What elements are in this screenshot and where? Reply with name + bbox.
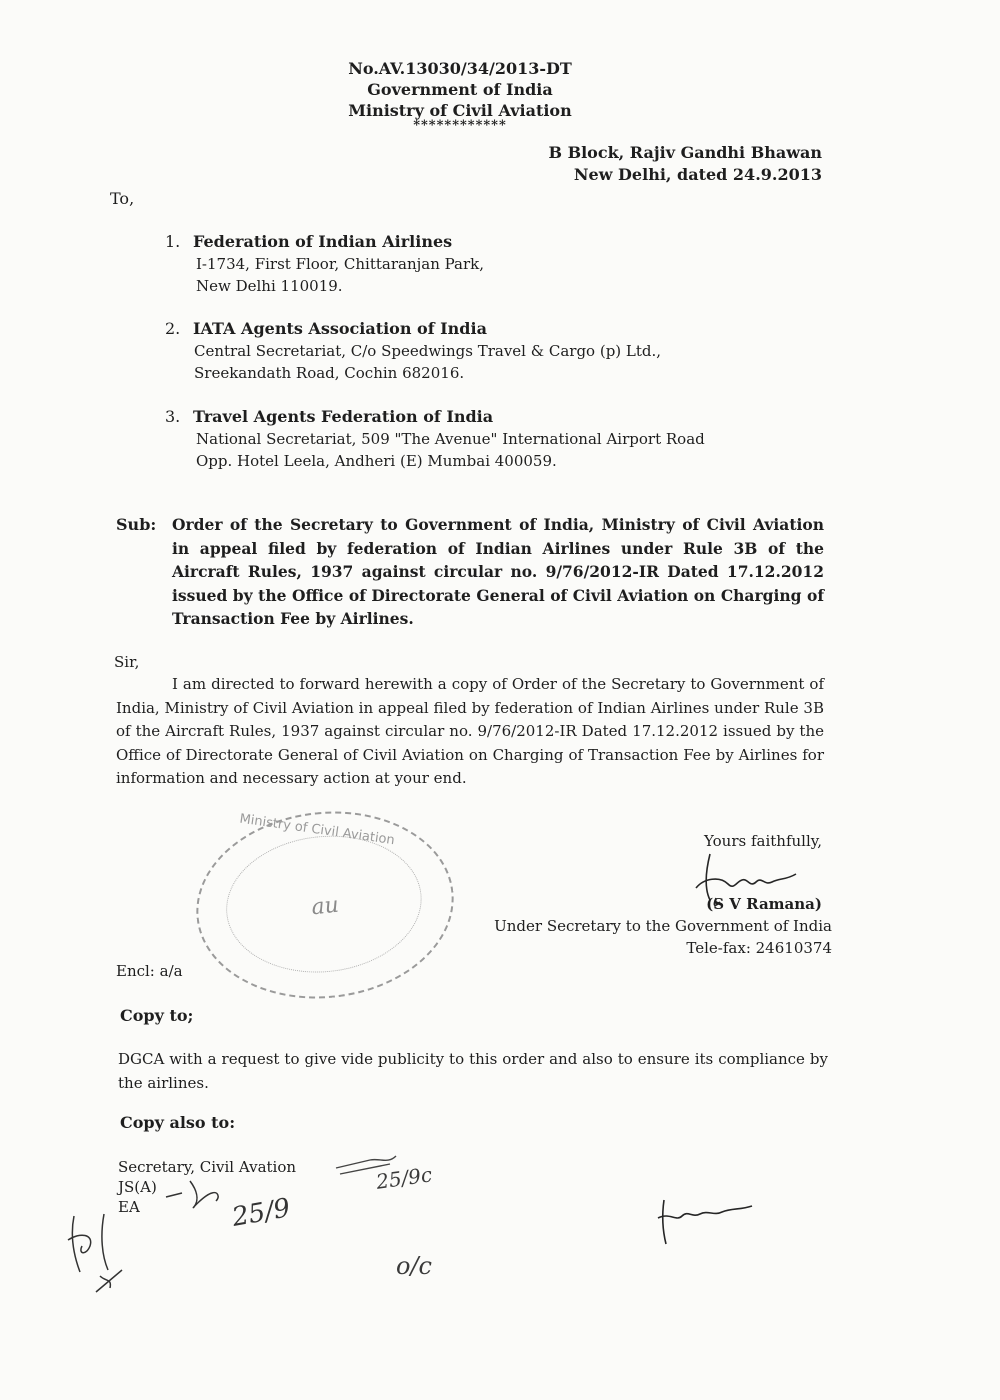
handwritten-date-2: 25/9c — [374, 1162, 434, 1194]
subject-text: Order of the Secretary to Government of India, Ministry of Civil Aviation in appeal filed by federation of Indian Airlines under Rule 3B of the Aircraft Rules, 1937 against circular no. 9/76/2012-IR Dated 17.12.2012 issued by the Office of Directorate General of Civil Aviation on Charging of Transaction Fee by Airlines. — [172, 515, 824, 628]
recipient-number: 1. — [165, 232, 181, 251]
recipient-address-line: New Delhi 110019. — [196, 277, 343, 295]
signatory-telefax: Tele-fax: 24610374 — [686, 939, 832, 957]
to-label: To, — [110, 189, 135, 208]
reference-number: No.AV.13030/34/2013-DT — [348, 59, 572, 78]
recipient-address-line: I-1734, First Floor, Chittaranjan Park, — [196, 255, 485, 273]
copy-to-text: DGCA with a request to give vide publicity to this order and also to ensure its compliance by the airlines. — [118, 1050, 828, 1092]
salutation: Sir, — [114, 653, 140, 671]
recipient-name: Federation of Indian Airlines — [193, 232, 453, 251]
signatory-name: (S V Ramana) — [706, 895, 822, 913]
letter-date: New Delhi, dated 24.9.2013 — [573, 165, 822, 184]
recipient-name: Travel Agents Federation of India — [193, 407, 494, 426]
office-stamp — [187, 799, 463, 1011]
enclosure: Encl: a/a — [116, 962, 183, 980]
copy-to-label: Copy to; — [120, 1006, 194, 1025]
recipient-3 — [165, 406, 785, 472]
recipient-address-line: National Secretariat, 509 "The Avenue" International Airport Road — [196, 430, 705, 448]
office-address: B Block, Rajiv Gandhi Bhawan — [548, 143, 822, 162]
list-item: EA — [118, 1198, 140, 1216]
closing: Yours faithfully, — [704, 832, 822, 850]
handwritten-oc: o/c — [396, 1252, 432, 1280]
initials-icon — [160, 1175, 240, 1215]
stamp-text: Ministry of Civil Aviation — [238, 811, 396, 849]
header-stars: ************ — [413, 118, 507, 133]
ministry-heading: Ministry of Civil Aviation — [348, 101, 572, 120]
recipient-number: 2. — [165, 319, 181, 338]
copy-also-to-label: Copy also to: — [120, 1113, 236, 1132]
stamp-initials: au — [310, 892, 341, 921]
recipient-address-line: Central Secretariat, C/o Speedwings Travel & Cargo (p) Ltd., — [194, 342, 662, 360]
government-heading: Government of India — [367, 80, 553, 99]
margin-initials-icon — [60, 1206, 140, 1296]
recipient-name: IATA Agents Association of India — [193, 319, 487, 338]
body-paragraph: I am directed to forward herewith a copy of Order of the Secretary to Government of India, Ministry of Civil Aviation in appeal filed by federation of Indian Airlines under Rule 3B of the Aircraft Rules, 1937 against circular no. 9/76/2012-IR Dated 17.12.2012 issued by the Office of Directorate General of Civil Aviation on Charging of Transaction Fee by Airlines for information and necessary action at your end. — [116, 675, 824, 787]
signatory-designation: Under Secretary to the Government of India — [494, 917, 832, 935]
list-item: Secretary, Civil Avation — [118, 1158, 297, 1176]
recipient-number: 3. — [165, 407, 181, 426]
recipient-address-line: Sreekandath Road, Cochin 682016. — [194, 364, 465, 382]
list-item: JS(A) — [118, 1178, 157, 1196]
recipient-1 — [165, 231, 785, 297]
recipient-address-line: Opp. Hotel Leela, Andheri (E) Mumbai 400059. — [196, 452, 557, 470]
subject-label: Sub: — [116, 515, 157, 534]
bottom-signature-icon — [652, 1192, 762, 1252]
recipient-2 — [165, 318, 785, 384]
handwritten-date: 25/9 — [229, 1193, 293, 1233]
